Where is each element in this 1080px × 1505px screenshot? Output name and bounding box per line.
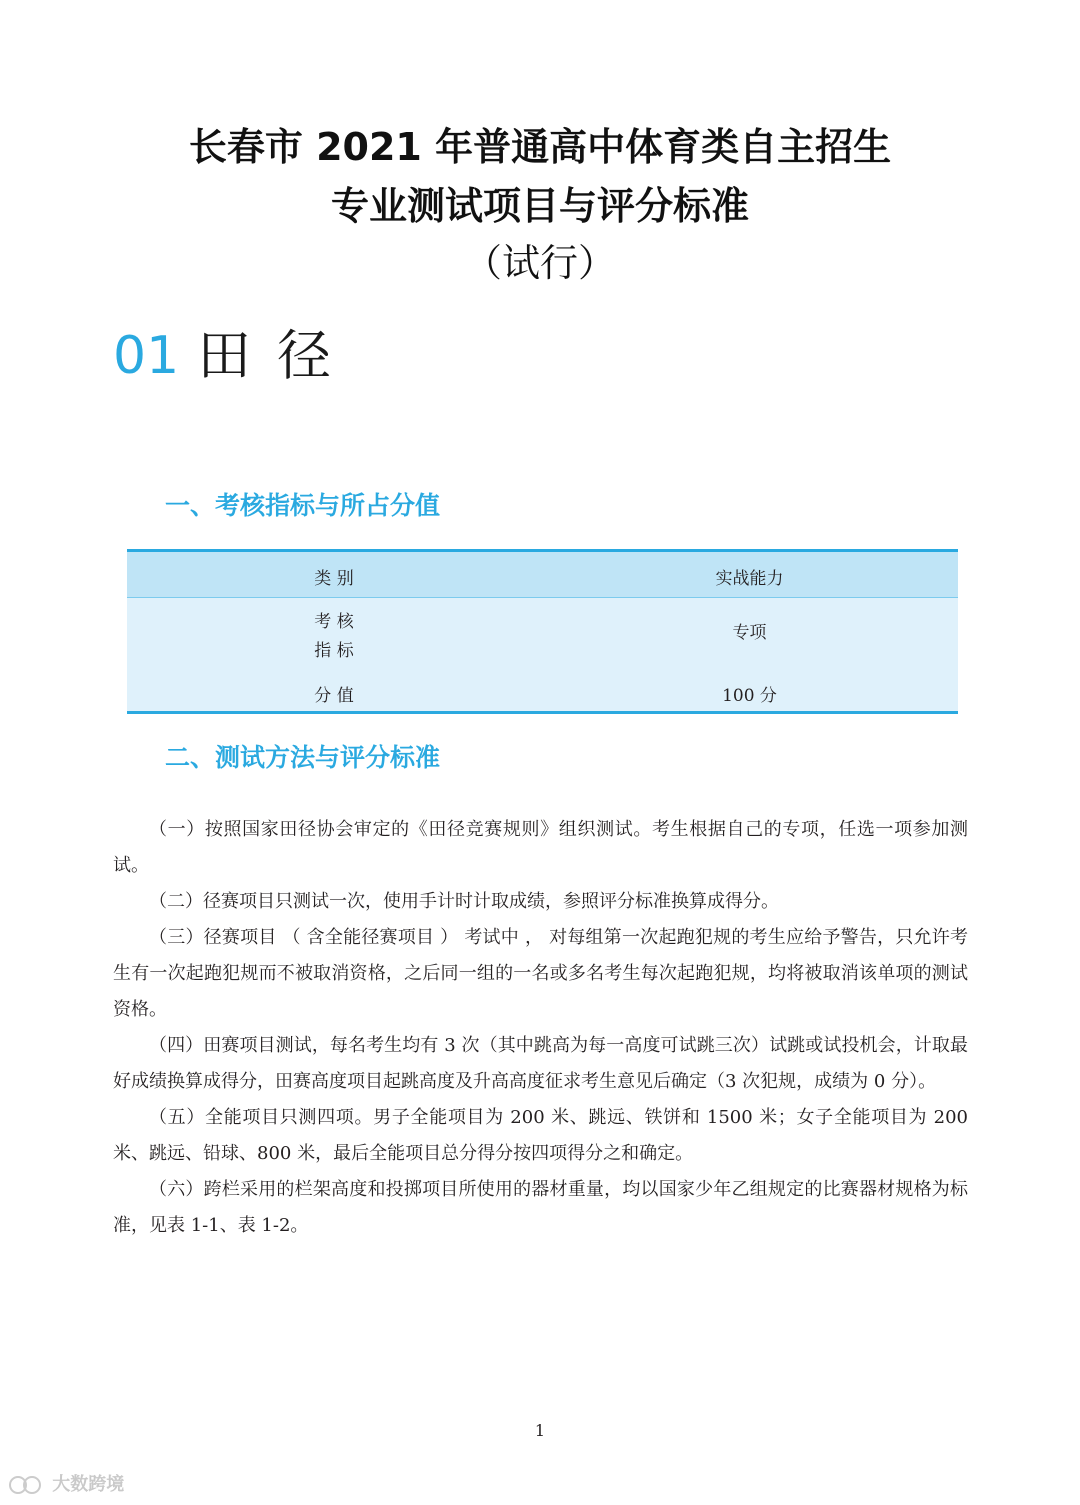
header-category-cell: 类 别	[314, 569, 354, 589]
chapter-name: 田径	[197, 324, 358, 387]
document-title-line-1: 长春市 2021 年普通高中体育类自主招生	[188, 125, 892, 169]
paragraph-4: （四）田赛项目测试，每名考生均有 3 次（其中跳高为每一高度可试跳三次）试跳或试投机会，计取最好成绩换算成得分，田赛高度项目起跳高度及升高高度征求考生意见后确定（3 次犯规，成绩为 0 分）。	[113, 1035, 968, 1092]
watermark	[8, 1470, 124, 1496]
paragraph-5: （五）全能项目只测四项。男子全能项目为 200 米、跳远、铁饼和 1500 米；女子全能项目为 200 米、跳远、铅球、800 米，最后全能项目总分得分按四项得分之和确定。	[113, 1107, 968, 1164]
score-label-cell: 分 值	[314, 686, 354, 706]
watermark-text: 大数跨境	[52, 1474, 125, 1495]
watermark-logo-icon	[8, 1474, 46, 1496]
section-heading-indicators: 一、考核指标与所占分值	[165, 491, 441, 520]
section-heading-test-methods: 二、测试方法与评分标准	[165, 743, 441, 772]
header-value-cell: 实战能力	[715, 569, 784, 589]
index-value-cell: 专项	[732, 623, 767, 643]
paragraph-2: （二）径赛项目只测试一次，使用手计时计取成绩，参照评分标准换算成得分。	[149, 891, 779, 912]
indicator-score-table	[127, 549, 958, 714]
body-text	[113, 812, 968, 1244]
document-title-line-3: （试行）	[463, 241, 616, 285]
paragraph-3: （三）径赛项目 （ 含全能径赛项目 ） 考试中 ， 对每组第一次起跑犯规的考生应给予警告，只允许考生有一次起跑犯规而不被取消资格，之后同一组的一名或多名考生每次起跑犯规，均将被取消该单项的测试资格。	[113, 927, 968, 1020]
index-label-line-2: 指 标	[314, 641, 354, 661]
chapter-number: 01	[113, 326, 180, 386]
chapter-heading	[113, 326, 357, 386]
paragraph-6: （六）跨栏采用的栏架高度和投掷项目所使用的器材重量，均以国家少年乙组规定的比赛器材规格为标准，见表 1-1、表 1-2。	[113, 1179, 968, 1236]
index-label-line-1: 考 核	[314, 612, 354, 632]
score-value-cell: 100 分	[722, 686, 777, 706]
page-number: 1	[534, 1421, 546, 1440]
document-title-line-2: 专业测试项目与评分标准	[330, 184, 749, 228]
paragraph-1: （一）按照国家田径协会审定的《田径竞赛规则》组织测试。考生根据自己的专项，任选一项参加测试。	[113, 819, 968, 876]
